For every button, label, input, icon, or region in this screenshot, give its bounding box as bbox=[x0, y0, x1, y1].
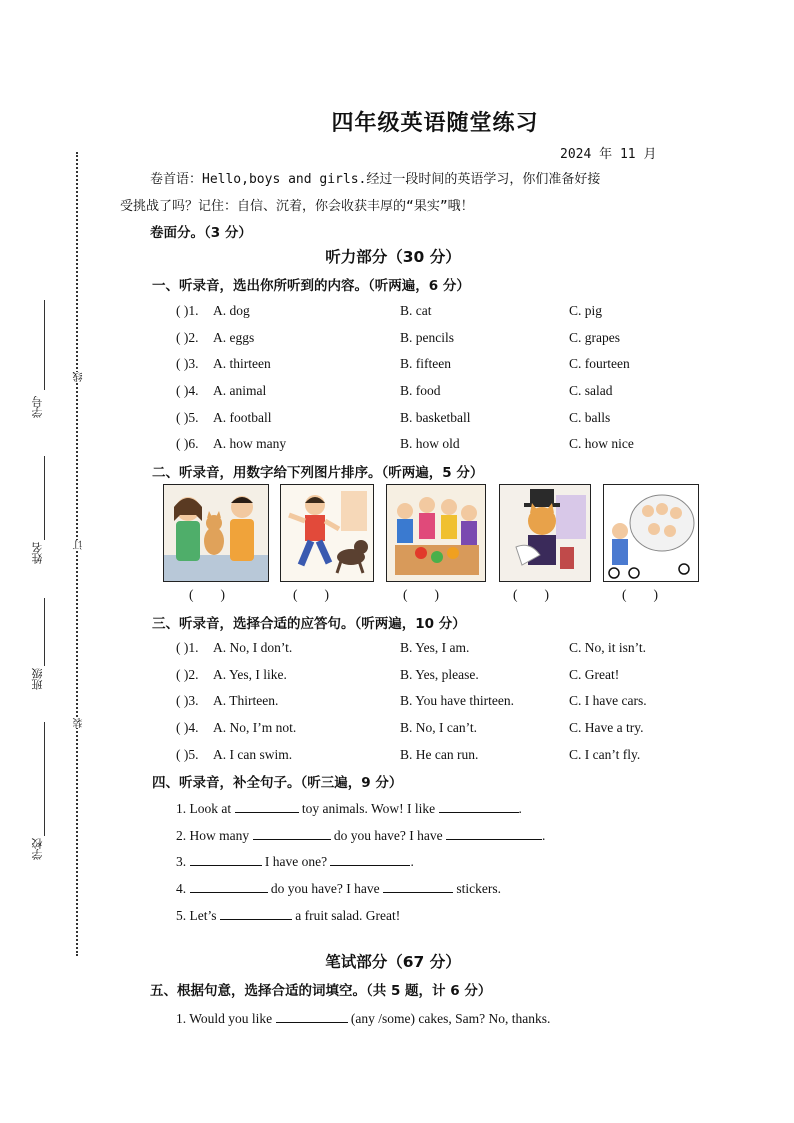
picture-4-answer-paren[interactable]: ( ) bbox=[513, 587, 549, 602]
s1-q6-option-b: B. how old bbox=[400, 436, 460, 451]
section2-title: 二、听录音，用数字给下列图片排序。（听两遍，5 分） bbox=[152, 465, 484, 481]
s4-s5-part1: 5. Let’s bbox=[176, 908, 217, 923]
s1-q1-option-b: B. cat bbox=[400, 303, 432, 318]
s4-s4-blank-2[interactable] bbox=[383, 880, 453, 893]
s1-q4-paren[interactable]: ( )4. bbox=[176, 383, 199, 398]
s3-q3-paren[interactable]: ( )3. bbox=[176, 693, 199, 708]
s3-q1-option-b: B. Yes, I am. bbox=[400, 640, 470, 655]
side-line-xuehao bbox=[44, 300, 45, 390]
listening-part-title: 听力部分（30 分） bbox=[325, 248, 461, 266]
s4-sentence-3 bbox=[176, 853, 414, 870]
s1-q1-option-a: A. dog bbox=[213, 303, 250, 318]
s4-s3-part3: . bbox=[410, 854, 414, 869]
s5-s1-part1: 1. Would you like bbox=[176, 1011, 273, 1026]
paper-score: 卷面分。（3 分） bbox=[150, 225, 252, 241]
picture-5-answer-paren[interactable]: ( ) bbox=[622, 587, 658, 602]
side-label-xuehao: 学号 bbox=[31, 396, 44, 418]
s1-q4-option-a: A. animal bbox=[213, 383, 267, 398]
s4-sentence-4 bbox=[176, 880, 501, 897]
s1-q5-option-b: B. basketball bbox=[400, 410, 471, 425]
s1-q6-option-c: C. how nice bbox=[569, 436, 634, 451]
picture-5-boy-thinking-of-faces-and-balls bbox=[603, 484, 699, 582]
picture-2-boy-running-with-dog bbox=[280, 484, 374, 582]
s4-s4-blank-1[interactable] bbox=[190, 880, 268, 893]
s3-q3-option-b: B. You have thirteen. bbox=[400, 693, 514, 708]
s1-q2-paren[interactable]: ( )2. bbox=[176, 330, 199, 345]
s3-q2-paren[interactable]: ( )2. bbox=[176, 667, 199, 682]
s3-q5-option-a: A. I can swim. bbox=[213, 747, 293, 762]
s3-q3-option-c: C. I have cars. bbox=[569, 693, 647, 708]
s1-q4-option-b: B. food bbox=[400, 383, 441, 398]
s4-sentence-5 bbox=[176, 907, 400, 924]
s4-s1-part3: . bbox=[518, 801, 522, 816]
s3-q5-option-b: B. He can run. bbox=[400, 747, 479, 762]
picture-2-answer-paren[interactable]: ( ) bbox=[293, 587, 329, 602]
s3-q3-option-a: A. Thirteen. bbox=[213, 693, 279, 708]
s1-q4-option-c: C. salad bbox=[569, 383, 613, 398]
s4-s2-blank-2[interactable] bbox=[446, 827, 542, 840]
s3-q2-option-c: C. Great! bbox=[569, 667, 620, 682]
s1-q5-option-a: A. football bbox=[213, 410, 272, 425]
s1-q3-paren[interactable]: ( )3. bbox=[176, 356, 199, 371]
intro-line-2: 受挑战了吗？记住：自信、沉着，你会收获丰厚的“果实”哦！ bbox=[120, 199, 474, 214]
side-label-xingming: 姓名 bbox=[31, 542, 44, 564]
writing-part-title: 笔试部分（67 分） bbox=[325, 953, 461, 971]
picture-3-family-at-party-table bbox=[386, 484, 486, 582]
s4-s1-blank-1[interactable] bbox=[235, 800, 299, 813]
s1-q2-option-a: A. eggs bbox=[213, 330, 255, 345]
s4-s3-blank-1[interactable] bbox=[190, 853, 262, 866]
s5-s1-part2: (any /some) cakes, Sam? No, thanks. bbox=[350, 1011, 551, 1026]
s4-s3-part2: I have one? bbox=[264, 854, 328, 869]
side-line-xuexiao bbox=[44, 722, 45, 836]
s4-s2-blank-1[interactable] bbox=[253, 827, 331, 840]
section1-title: 一、听录音，选出你所听到的内容。（听两遍，6 分） bbox=[152, 278, 470, 294]
s1-q5-paren[interactable]: ( )5. bbox=[176, 410, 199, 425]
s4-s2-part1: 2. How many bbox=[176, 828, 250, 843]
s4-s2-part3: . bbox=[541, 828, 546, 843]
binding-char-ding: 订 bbox=[74, 540, 85, 550]
binding-char-zhuang: 装 bbox=[74, 718, 85, 728]
s5-s1-blank-1[interactable] bbox=[276, 1010, 348, 1023]
s4-s3-blank-2[interactable] bbox=[330, 853, 410, 866]
binding-dotted-line bbox=[76, 152, 78, 956]
s4-s1-part1: 1. Look at bbox=[176, 801, 232, 816]
intro-line-1: 卷首语：Hello,boys and girls.经过一段时间的英语学习，你们准备好接 bbox=[150, 172, 601, 187]
s3-q2-option-a: A. Yes, I like. bbox=[213, 667, 287, 682]
side-label-banji: 班级 bbox=[31, 668, 44, 690]
s3-q2-option-b: B. Yes, please. bbox=[400, 667, 479, 682]
section5-title: 五、根据句意，选择合适的词填空。（共 5 题，计 6 分） bbox=[150, 983, 492, 999]
s1-q1-option-c: C. pig bbox=[569, 303, 603, 318]
s4-s4-part2: do you have? I have bbox=[270, 881, 380, 896]
s4-s3-part1: 3. bbox=[176, 854, 187, 869]
s4-s5-part2: a fruit salad. Great! bbox=[295, 908, 401, 923]
side-label-xuexiao: 学校 bbox=[31, 838, 44, 860]
s1-q6-option-a: A. how many bbox=[213, 436, 287, 451]
s3-q4-option-b: B. No, I can’t. bbox=[400, 720, 477, 735]
s1-q1-paren[interactable]: ( )1. bbox=[176, 303, 199, 318]
s3-q1-paren[interactable]: ( )1. bbox=[176, 640, 199, 655]
s1-q3-option-a: A. thirteen bbox=[213, 356, 271, 371]
s3-q4-option-c: C. Have a try. bbox=[569, 720, 644, 735]
section3-title: 三、听录音，选择合适的应答句。（听两遍，10 分） bbox=[152, 616, 466, 632]
binding-char-line: 线 bbox=[74, 372, 85, 382]
s4-sentence-1 bbox=[176, 800, 522, 817]
s4-s1-blank-2[interactable] bbox=[439, 800, 519, 813]
exam-date: 2024 年 11 月 bbox=[560, 147, 657, 162]
s3-q5-paren[interactable]: ( )5. bbox=[176, 747, 199, 762]
s4-s4-part3: stickers. bbox=[456, 881, 501, 896]
s3-q1-option-c: C. No, it isn’t. bbox=[569, 640, 647, 655]
s3-q4-paren[interactable]: ( )4. bbox=[176, 720, 199, 735]
picture-3-answer-paren[interactable]: ( ) bbox=[403, 587, 439, 602]
s1-q3-option-c: C. fourteen bbox=[569, 356, 630, 371]
s4-s1-part2: toy animals. Wow! I like bbox=[301, 801, 436, 816]
page-title: 四年级英语随堂练习 bbox=[331, 111, 539, 136]
s1-q2-option-c: C. grapes bbox=[569, 330, 620, 345]
s4-s4-part1: 4. bbox=[176, 881, 187, 896]
picture-1-girl-and-boy-with-cat bbox=[163, 484, 269, 582]
picture-4-cat-magician bbox=[499, 484, 591, 582]
s3-q5-option-c: C. I can’t fly. bbox=[569, 747, 641, 762]
s3-q4-option-a: A. No, I’m not. bbox=[213, 720, 297, 735]
s1-q2-option-b: B. pencils bbox=[400, 330, 454, 345]
s3-q1-option-a: A. No, I don’t. bbox=[213, 640, 293, 655]
section4-title: 四、听录音，补全句子。（听三遍，9 分） bbox=[152, 775, 403, 791]
picture-1-answer-paren[interactable]: ( ) bbox=[189, 587, 225, 602]
side-line-banji bbox=[44, 598, 45, 666]
s4-sentence-2 bbox=[176, 827, 545, 844]
s5-sentence-1 bbox=[176, 1010, 550, 1027]
s1-q3-option-b: B. fifteen bbox=[400, 356, 451, 371]
side-line-xingming bbox=[44, 456, 45, 540]
s4-s2-part2: do you have? I have bbox=[333, 828, 443, 843]
s4-s5-blank-1[interactable] bbox=[220, 907, 292, 920]
s1-q5-option-c: C. balls bbox=[569, 410, 611, 425]
s1-q6-paren[interactable]: ( )6. bbox=[176, 436, 199, 451]
